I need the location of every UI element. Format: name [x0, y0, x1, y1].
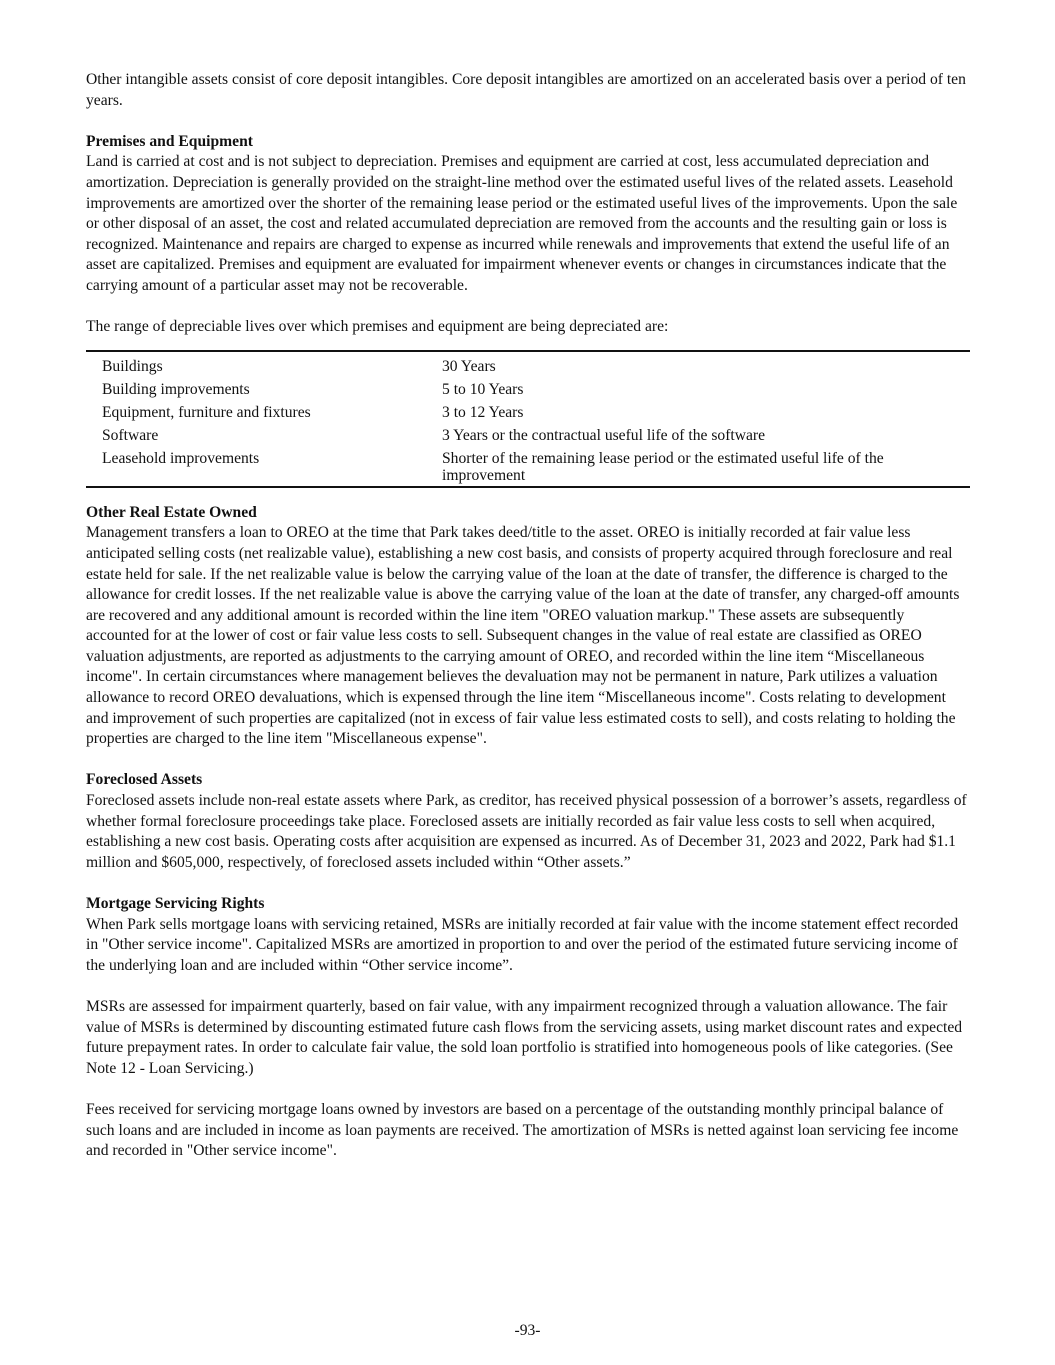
depreciable-lives-table: [86, 350, 970, 488]
asset-cell: Leasehold improvements: [102, 449, 260, 467]
oreo-heading: Other Real Estate Owned: [86, 503, 257, 521]
asset-cell: Equipment, furniture and fixtures: [102, 403, 311, 421]
depreciable-lives-intro: The range of depreciable lives over which premises and equipment are being depreciated are:: [86, 318, 669, 336]
table-row: [86, 351, 970, 377]
msr-paragraph-3: Fees received for servicing mortgage loans owned by investors are based on a percentage of the outstanding monthly principal balance of such loans and are included in income as loan payments are received. The amortization of MSRs is netted against loan servicing fee income and recorded in "Other service income".: [86, 1100, 959, 1160]
msr-paragraph-2: MSRs are assessed for impairment quarterly, based on fair value, with any impairment recognized through a valuation allowance. The fair value of MSRs is determined by discounting estimated future cash flows from the servicing assets, using market discount rates and expected future prepayment rates. In order to calculate fair value, the sold loan portfolio is stratified into homogeneous pools of like categories. (See Note 12 - Loan Servicing.): [86, 997, 963, 1077]
life-cell: Shorter of the remaining lease period or the estimated useful life of the improvement: [442, 449, 884, 484]
document-page: [86, 70, 970, 1162]
oreo-paragraph: Management transfers a loan to OREO at the time that Park takes deed/title to the asset. OREO is initially recorded at fair value less anticipated selling costs (net realizable value), establishing a new cost basis, and consists of property acquired through foreclosure and real estate held for sale. If the net realizable value is below the carrying value of the loan at the date of transfer, the difference is charged to the allowance for credit losses. If the net realizable value is above the carrying value of the loan at the date of transfer, any charged-off amounts are recovered and any additional amount is recorded within the line item "OREO valuation markup." These assets are subsequently accounted for at the lower of cost or fair value less costs to sell. Subsequent changes in the value of real estate are classified as OREO valuation adjustments, are reported as adjustments to the carrying amount of OREO, and recorded within the line item “Miscellaneous income". In certain circumstances where management believes the devaluation may not be permanent in nature, Park utilizes a valuation allowance to record OREO devaluations, which is expensed through the line item “Miscellaneous income". Costs relating to development and improvement of such properties are capitalized (not in excess of fair value less estimated costs to sell), and costs relating to holding the properties are charged to the line item "Miscellaneous expense".: [86, 524, 960, 748]
asset-cell: Software: [102, 426, 159, 444]
premises-paragraph: Land is carried at cost and is not subject to depreciation. Premises and equipment are carried at cost, less accumulated depreciation and amortization. Depreciation is generally provided on the straight-line method over the estimated useful lives of the related assets. Leasehold improvements are amortized over the shorter of the remaining lease period or the estimated useful lives of the improvements. Upon the sale or other disposal of an asset, the cost and related accumulated depreciation are removed from the accounts and the resulting gain or loss is recognized. Maintenance and repairs are charged to expense as incurred while renewals and improvements that extend the useful life of an asset are capitalized. Premises and equipment are evaluated for impairment whenever events or changes in circumstances indicate that the carrying amount of a particular asset may not be recoverable.: [86, 153, 958, 294]
premises-heading: Premises and Equipment: [86, 132, 253, 150]
asset-cell: Buildings: [102, 357, 163, 375]
table-row: [86, 400, 970, 423]
table-row: [86, 446, 970, 487]
intro-paragraph: Other intangible assets consist of core deposit intangibles. Core deposit intangibles are amortized on an accelerated basis over a period of ten years.: [86, 71, 966, 109]
table-row: [86, 423, 970, 446]
life-cell: 3 Years or the contractual useful life of the software: [442, 426, 766, 444]
table-row: [86, 377, 970, 400]
page-number: -93-: [514, 1322, 541, 1339]
foreclosed-heading: Foreclosed Assets: [86, 771, 203, 789]
foreclosed-paragraph: Foreclosed assets include non-real estate assets where Park, as creditor, has received physical possession of a borrower’s assets, regardless of whether formal foreclosure proceedings take place. Foreclosed assets are initially recorded as fair value less costs to sell when acquired, establishing a new cost basis. Operating costs after acquisition are expensed as incurred. As of December 31, 2023 and 2022, Park had $1.1 million and $605,000, respectively, of foreclosed assets included within “Other assets.”: [86, 792, 967, 871]
life-cell: 3 to 12 Years: [442, 403, 524, 421]
msr-heading: Mortgage Servicing Rights: [86, 895, 265, 912]
asset-cell: Building improvements: [102, 380, 250, 398]
life-cell: 5 to 10 Years: [442, 380, 524, 398]
msr-paragraph-1: When Park sells mortgage loans with servicing retained, MSRs are initially recorded at fair value with the income statement effect recorded in "Other service income". Capitalized MSRs are amortized in proportion to and over the period of the estimated future servicing income of the underlying loan and are included within “Other service income”.: [86, 915, 959, 974]
life-cell: 30 Years: [442, 357, 496, 375]
